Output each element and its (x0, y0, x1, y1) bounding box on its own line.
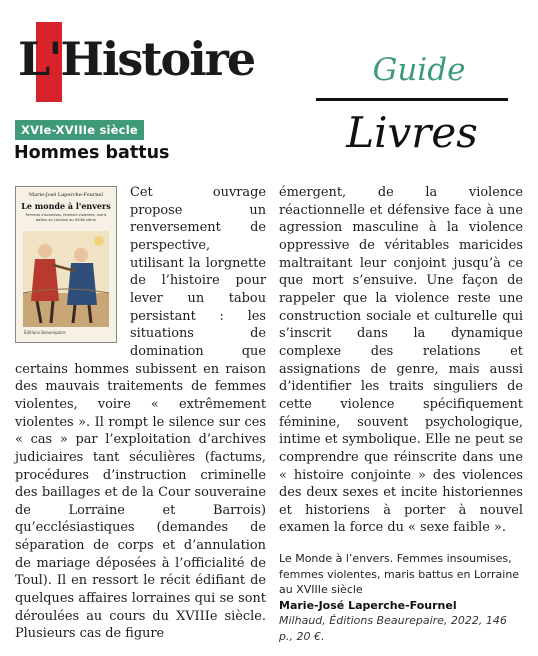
book-reference (279, 551, 523, 644)
reference-publisher-info: Milhaud, Éditions Beaurepaire, 2022, 146 p., 20 €. (279, 614, 507, 643)
cover-wrap-spacer (15, 184, 130, 359)
lhistoire-logo (18, 22, 258, 102)
article-body-part-1: Cet ouvrage propose un renversement de perspective, utilisant la lorgnette de l’histoire pour lever un tabou persistant : les situations de domination que certains hommes subissent en raison des mauvais traitements de femmes violentes, voire « extrêmement violentes ». Il rompt le silence sur ces « cas » par l’exploitation d’archives judiciaires tant séculières (factums, procédures d’instruction criminelle des baillages et de la Cour souveraine de Lorraine et Barrois) qu’ecclésiastiques (demandes de séparation de corps et d’annulation de mariage déposées à l’officialité de Toul). Il en ressort le récit édifiant de quelques affaires lorraines qui se sont déroulées au cours du XVIIIe siècle. Plusieurs cas de figure (15, 185, 266, 642)
cover-title: Le monde à l'envers (21, 201, 111, 211)
cover-subtitle: Femmes insoumises, femmes violentes, maris battus en Lorraine au XVIIIe siècle (25, 213, 107, 222)
reference-book-title: Le Monde à l’envers. Femmes insoumises, femmes violentes, maris battus en Lorraine au XVIIIe siècle (279, 552, 520, 597)
guide-heading: Guide (372, 52, 466, 88)
logo-text: L'Histoire (18, 32, 255, 86)
cover-publisher: Éditions Beaurepaire (24, 330, 66, 335)
article-body-part-2: émergent, de la violence réactionnelle et défensive face à une agression masculine à la violence oppressive de véritables maricides maltraitant leur conjoint jusqu’à ce que mort s’ensuive. Une façon de rappeler que la violence reste une construction sociale et culturelle qui s’inscrit dans la dynamique complexe des relations et assignations de genre, mais aussi d’identifier les traits singuliers de cette violence spécifiquement féminine, souvent psychologique, intime et symbolique. Elle ne peut se comprendre que réinscrite dans une « histoire conjointe » des violences des deux sexes et incite historiennes et historiens à porter à nouvel examen la force du « sexe faible ». (279, 185, 523, 536)
reference-author: Marie-José Laperche-Fournel (279, 598, 457, 612)
header-divider (316, 98, 508, 101)
article-column-1 (15, 184, 266, 643)
article-title: Hommes battus (14, 143, 170, 163)
cover-author: Marie-José Laperche-Fournel (29, 192, 103, 198)
category-badge: XVIe-XVIIIe siècle (15, 120, 144, 140)
article-column-2 (279, 184, 523, 644)
section-heading: Livres (346, 108, 478, 157)
